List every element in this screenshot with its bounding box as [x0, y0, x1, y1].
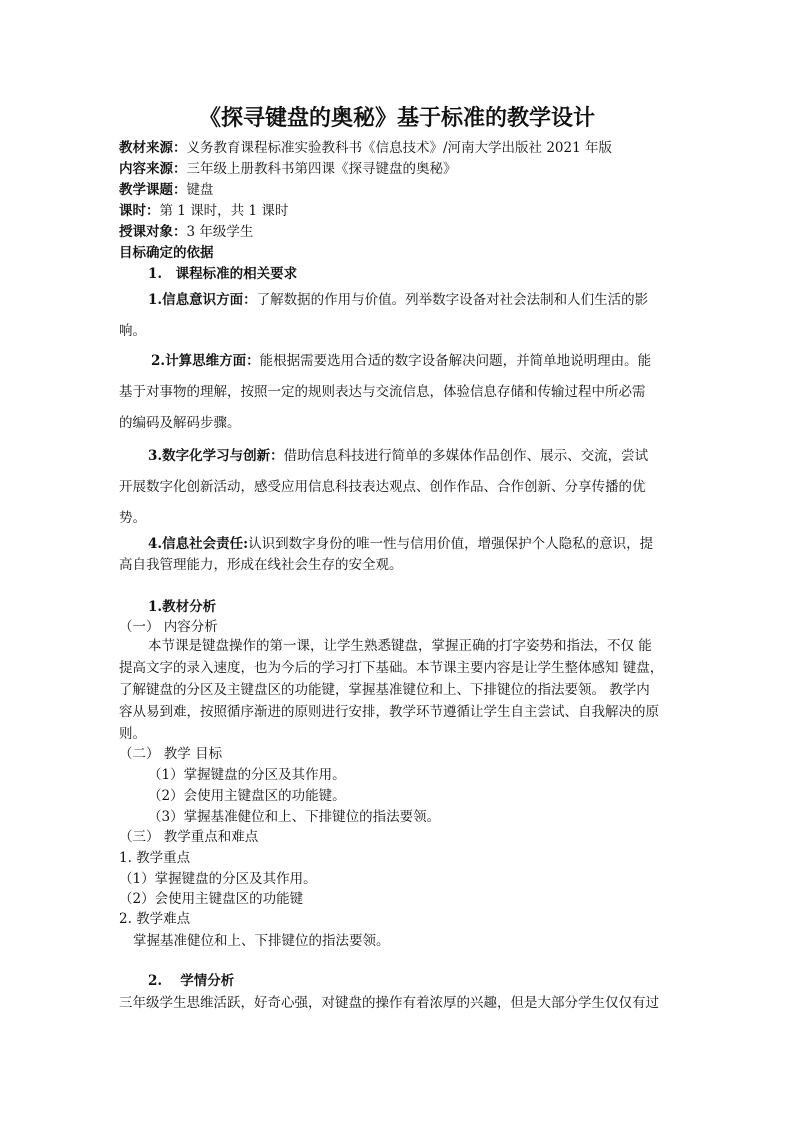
meta-hours-value: 第 1 课时，共 1 课时: [159, 203, 289, 219]
focus-heading: 1. 教学重点: [119, 850, 191, 866]
standard-item-4-label: 4.信息社会责任:: [148, 536, 249, 552]
standard-item-2-text: 能根据需要选用合适的数字设备解决问题，并简单地说明理由。能: [259, 353, 652, 369]
standards-heading: 1. 课程标准的相关要求: [148, 266, 298, 282]
focus-item-2: （2）会使用主键盘区的功能键: [119, 891, 304, 907]
meta-hours: [119, 202, 288, 220]
meta-audience: [119, 223, 253, 241]
standard-item-1-line-2: 响。: [119, 323, 146, 339]
content-line-4: 容从易到难，按照循序渐进的原则进行安排，教学环节遵循让学生自主尝试、自我解决的原: [119, 704, 659, 720]
meta-content-value: 三年级上册教科书第四课《探寻键盘的奥秘》: [186, 161, 457, 177]
content-line-2: 提高文字的录入速度，也为今后的学习打下基础。本节课主要内容是让学生整体感知 键盘，: [119, 660, 664, 676]
students-text: 三年级学生思维活跃，好奇心强，对键盘的操作有着浓厚的兴趣，但是大部分学生仅仅有过: [119, 995, 659, 1011]
content-line-5: 则。: [119, 726, 146, 742]
meta-hours-label: 课时：: [119, 203, 160, 219]
goal-item-1: （1）掌握键盘的分区及其作用。: [148, 767, 346, 783]
standard-item-2-line-2: 基于对事物的理解，按照一定的规则表达与交流信息，体验信息存储和传输过程中所必需: [119, 384, 646, 400]
standard-item-4-text: 认识到数字身份的唯一性与信用价值，增强保护个人隐私的意识，提: [248, 536, 654, 552]
goal-item-2: （2）会使用主键盘区的功能键。: [148, 788, 346, 804]
standard-item-2-label: 2.计算思维方面：: [151, 353, 260, 369]
standard-item-3-line-1: [148, 447, 648, 465]
standard-item-1-text: 了解数据的作用与价值。列举数字设备对社会法制和人们生活的影: [256, 292, 649, 308]
document-title: 《探寻键盘的奥秘》基于标准的教学设计: [198, 105, 595, 131]
standard-item-1-label: 1.信息意识方面：: [148, 292, 257, 308]
students-heading: 2. 学情分析: [148, 973, 235, 989]
meta-source: [119, 139, 612, 157]
goals-heading: （二） 教学 目标: [119, 746, 223, 762]
keypoints-heading: （三） 教学重点和难点: [119, 829, 259, 845]
standard-item-4-line-1: [148, 535, 653, 553]
meta-source-value: 义务教育课程标准实验教科书《信息技术》/河南大学出版社 2021 年版: [186, 140, 612, 156]
standard-item-2-line-3: 的编码及解码步骤。: [119, 415, 241, 431]
content-line-1: 本节课是键盘操作的第一课，让学生熟悉键盘，掌握正确的打字姿势和指法，不仅 能: [148, 638, 652, 654]
meta-topic-label: 教学课题：: [119, 182, 187, 198]
meta-basis-heading: 目标确定的依据: [119, 245, 214, 261]
meta-topic: [119, 181, 214, 199]
goal-item-3: （3）掌握基准健位和上、下排键位的指法要领。: [148, 809, 441, 825]
difficulty-text: 掌握基准健位和上、下排键位的指法要领。: [133, 933, 390, 949]
standard-item-3-line-2: 开展数字化创新活动，感受应用信息科技表达观点、创作作品、合作创新、分享传播的优: [119, 479, 646, 495]
difficulty-heading: 2. 教学难点: [119, 911, 191, 927]
meta-source-label: 教材来源：: [119, 140, 187, 156]
meta-audience-value: 3 年级学生: [186, 224, 254, 240]
meta-content: [119, 160, 457, 178]
content-line-3: 了解键盘的分区及主键盘区的功能键，掌握基准键位和上、下排键位的指法要领。 教学内: [119, 682, 650, 698]
standard-item-3-line-3: 势。: [119, 510, 146, 526]
content-analysis-heading: （一） 内容分析: [119, 619, 218, 635]
standard-item-1-line-1: [148, 291, 648, 309]
focus-item-1: （1）掌握键盘的分区及其作用。: [119, 871, 317, 887]
textbook-heading: 1.教材分析: [148, 599, 217, 615]
meta-audience-label: 授课对象：: [119, 224, 187, 240]
standard-item-3-label: 3.数字化学习与创新：: [148, 448, 284, 464]
standard-item-3-text: 借助信息科技进行简单的多媒体作品创作、展示、交流，尝试: [283, 448, 649, 464]
standard-item-2-line-1: [151, 352, 651, 370]
standard-item-4-line-2: 高自我管理能力，形成在线社会生存的安全观。: [119, 557, 403, 573]
meta-content-label: 内容来源：: [119, 161, 187, 177]
meta-topic-value: 键盘: [186, 182, 214, 198]
